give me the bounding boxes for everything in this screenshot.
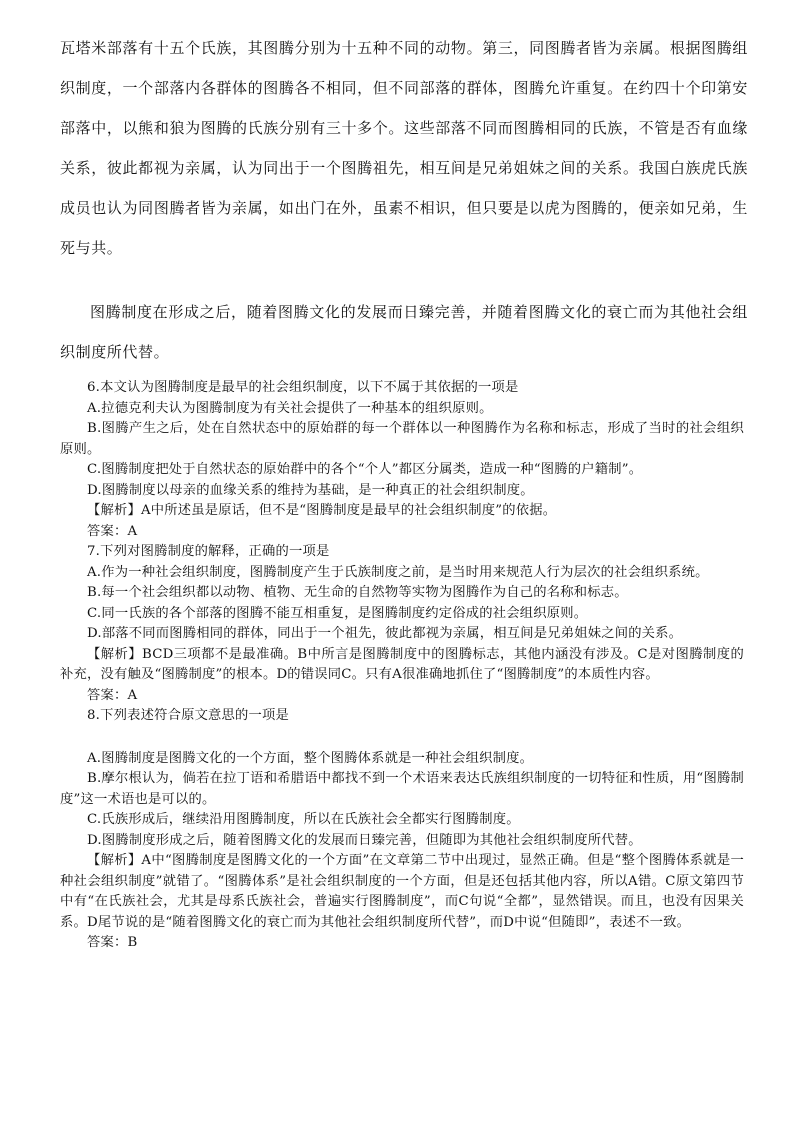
option-d: D.部落不同而图腾相同的群体，同出于一个祖先，彼此都视为亲属，相互间是兄弟姐妹之间的关系。 xyxy=(87,626,683,641)
answer: 答案：B xyxy=(87,935,138,950)
option-d: D.图腾制度形成之后，随着图腾文化的发展而日臻完善，但随即为其他社会组织制度所代替。 xyxy=(87,832,642,848)
option-c: C.图腾制度把处于自然状态的原始群中的各个“个人”都区分属类，造成一种“图腾的户籍制”。 xyxy=(87,462,643,477)
question-stem: 8.下列表述符合原文意思的一项是 xyxy=(87,708,290,723)
question-stem: 6.本文认为图腾制度是最早的社会组织制度，以下不属于其依据的一项是 xyxy=(87,380,519,395)
analysis: 【解析】A中所述虽是原话，但不是“图腾制度是最早的社会组织制度”的依据。 xyxy=(87,503,557,518)
question-7 xyxy=(60,542,744,706)
option-c: C.氏族形成后，继续沿用图腾制度，所以在氏族社会全都实行图腾制度。 xyxy=(87,812,520,827)
question-stem: 7.下列对图腾制度的解释，正确的一项是 xyxy=(87,544,330,559)
question-6 xyxy=(60,378,744,542)
question-8 xyxy=(60,706,744,954)
option-c: C.同一氏族的各个部落的图腾不能互相重复，是图腾制度约定俗成的社会组织原则。 xyxy=(87,605,588,621)
option-a: A.拉德克利夫认为图腾制度为有关社会提供了一种基本的组织原则。 xyxy=(87,400,493,416)
option-b: B.每一个社会组织都以动物、植物、无生命的自然物等实物为图腾作为自己的名称和标志。 xyxy=(87,585,628,600)
analysis: 【解析】BCD三项都不是最准确。B中所言是图腾制度中的图腾标志，其他内涵没有涉及。C是对图腾制度的补充，没有触及“图腾制度”的根本。D的错误同C。只有A很准确地抓住了“图腾制度”的本质性内容。 xyxy=(60,646,744,682)
passage-paragraph-1: 瓦塔米部落有十五个氏族，其图腾分别为十五种不同的动物。第三，同图腾者皆为亲属。根据图腾组织制度，一个部落内各群体的图腾各不相同，但不同部落的群体，图腾允许重复。在约四十个印第安部落中，以熊和狼为图腾的氏族分别有三十多个。这些部落不同而图腾相同的氏族，不管是否有血缘关系，彼此都视为亲属，认为同出于一个图腾祖先，相互间是兄弟姐妹之间的关系。我国白族虎氏族成员也认为同图腾者皆为亲属，如出门在外，虽素不相识，但只要是以虎为图腾的，便亲如兄弟，生死与共。 xyxy=(60,39,748,257)
analysis: 【解析】A中“图腾制度是图腾文化的一个方面”在文章第二节中出现过，显然正确。但是“整个图腾体系就是一种社会组织制度”就错了。“图腾体系”是社会组织制度的一个方面，但是还包括其他内容，所以A错。C原文第四节中有“在氏族社会，尤其是母系氏族社会，普遍实行图腾制度”，而C句说“全都”，显然错误。而且，也没有因果关系。D尾节说的是“随着图腾文化的衰亡而为其他社会组织制度所代替”，而D中说“但随即”，表述不一致。 xyxy=(60,853,744,930)
answer: 答案：A xyxy=(87,523,138,539)
option-b: B.摩尔根认为，倘若在拉丁语和希腊语中都找不到一个术语来表达氏族组织制度的一切特征和性质，用“图腾制度”这一术语也是可以的。 xyxy=(60,771,744,807)
option-d: D.图腾制度以母亲的血缘关系的维持为基础，是一种真正的社会组织制度。 xyxy=(87,482,534,498)
option-a: A.图腾制度是图腾文化的一个方面，整个图腾体系就是一种社会组织制度。 xyxy=(87,750,534,766)
answer: 答案：A xyxy=(87,687,138,703)
questions-section xyxy=(60,378,744,954)
option-a: A.作为一种社会组织制度，图腾制度产生于氏族制度之前，是当时用来规范人行为层次的社会组织系统。 xyxy=(87,564,709,580)
passage-paragraph-2: 图腾制度在形成之后，随着图腾文化的发展而日臻完善，并随着图腾文化的衰亡而为其他社会组织制度所代替。 xyxy=(60,303,748,361)
option-b: B.图腾产生之后，处在自然状态中的原始群的每一个群体以一种图腾作为名称和标志，形成了当时的社会组织原则。 xyxy=(60,421,744,457)
